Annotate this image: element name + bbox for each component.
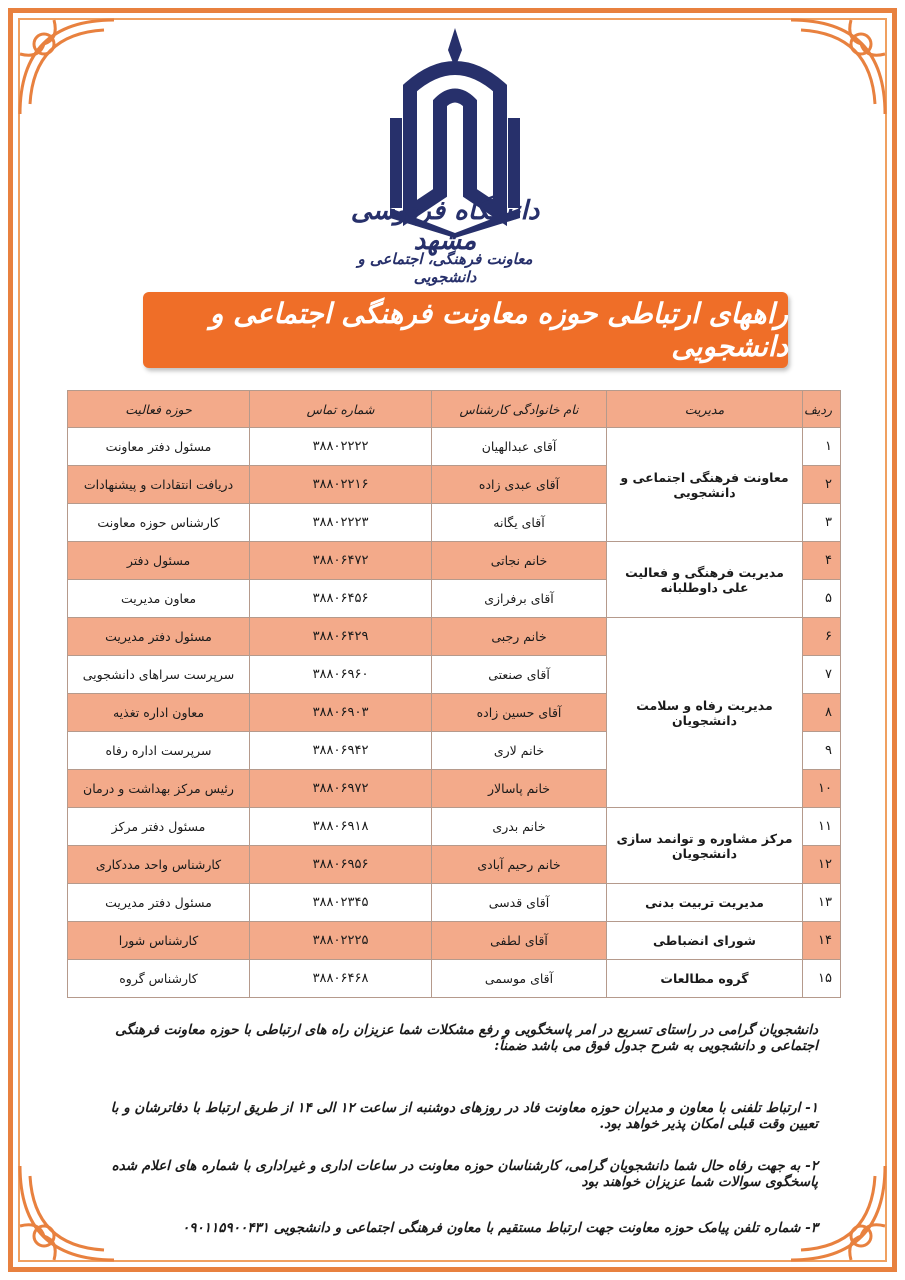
row-number: ۱۵ <box>803 960 841 998</box>
page-title: راههای ارتباطی حوزه معاونت فرهنگی اجتماعی و دانشجویی <box>209 297 788 363</box>
header-expert-name: نام خانوادگی کارشناس <box>432 391 607 428</box>
activity-area: مسئول دفتر معاونت <box>68 428 250 466</box>
contact-table <box>67 390 841 998</box>
row-number: ۱۰ <box>803 770 841 808</box>
row-number: ۲ <box>803 466 841 504</box>
activity-area: سرپرست اداره رفاه <box>68 732 250 770</box>
table-row <box>68 542 841 580</box>
table-row <box>68 428 841 466</box>
expert-name: آقای حسین زاده <box>432 694 607 732</box>
row-number: ۳ <box>803 504 841 542</box>
expert-name: خانم بدری <box>432 808 607 846</box>
activity-area: سرپرست سراهای دانشجویی <box>68 656 250 694</box>
row-number: ۱۱ <box>803 808 841 846</box>
activity-area: کارشناس حوزه معاونت <box>68 504 250 542</box>
department-cell: مدیریت فرهنگی و فعالیت علی داوطلبانه <box>607 542 803 618</box>
phone-number: ۳۸۸۰۲۲۲۳ <box>250 504 432 542</box>
activity-area: مسئول دفتر مدیریت <box>68 884 250 922</box>
phone-number: ۳۸۸۰۶۴۲۹ <box>250 618 432 656</box>
header-phone: شماره تماس <box>250 391 432 428</box>
department-cell: شورای انضباطی <box>607 922 803 960</box>
phone-number: ۳۸۸۰۲۳۴۵ <box>250 884 432 922</box>
note-item-2: ۲- به جهت رفاه حال شما دانشجویان گرامی، کارشناسان حوزه معاونت در ساعات اداری و غیراداری با شماره های اعلام شده پاسخگوی سوالات شما عزیزان خواهند بود <box>111 1158 818 1190</box>
row-number: ۴ <box>803 542 841 580</box>
expert-name: خانم رجبی <box>432 618 607 656</box>
expert-name: آقای عبدالهیان <box>432 428 607 466</box>
row-number: ۱۴ <box>803 922 841 960</box>
note-item-1: ۱- ارتباط تلفنی با معاون و مدیران حوزه معاونت فاد در روزهای دوشنبه از ساعت ۱۲ الی ۱۴ از طریق ارتباط با دفاترشان و با تعیین وقت قبلی امکان پذیر خواهد بود. <box>110 1100 818 1132</box>
phone-number: ۳۸۸۰۶۹۶۰ <box>250 656 432 694</box>
expert-name: خانم لاری <box>432 732 607 770</box>
activity-area: رئیس مرکز بهداشت و درمان <box>68 770 250 808</box>
department-cell: معاونت فرهنگی اجتماعی و دانشجویی <box>607 428 803 542</box>
row-number: ۵ <box>803 580 841 618</box>
table-row <box>68 960 841 998</box>
title-banner <box>143 292 788 368</box>
phone-number: ۳۸۸۰۲۲۲۵ <box>250 922 432 960</box>
activity-area: مسئول دفتر <box>68 542 250 580</box>
expert-name: آقای برفرازی <box>432 580 607 618</box>
note-item-3: ۳- شماره تلفن پیامک حوزه معاونت جهت ارتباط مستقیم با معاون فرهنگی اجتماعی و دانشجویی ۰۹۰۱۱۵۹۰۰۴۳۱ <box>182 1220 818 1236</box>
corner-ornament-top-right <box>781 14 891 124</box>
row-number: ۹ <box>803 732 841 770</box>
university-name: دانشگاه فردوسی مشهد <box>350 196 540 256</box>
phone-number: ۳۸۸۰۲۲۱۶ <box>250 466 432 504</box>
department-cell: مدیریت تربیت بدنی <box>607 884 803 922</box>
header-management: مدیریت <box>607 391 803 428</box>
phone-number: ۳۸۸۰۶۹۴۲ <box>250 732 432 770</box>
expert-name: آقای عبدی زاده <box>432 466 607 504</box>
activity-area: معاون اداره تغذیه <box>68 694 250 732</box>
department-name: معاونت فرهنگی، اجتماعی و دانشجویی <box>357 250 533 286</box>
phone-number: ۳۸۸۰۶۹۰۳ <box>250 694 432 732</box>
row-number: ۷ <box>803 656 841 694</box>
expert-name: خانم پاسالار <box>432 770 607 808</box>
row-number: ۸ <box>803 694 841 732</box>
expert-name: آقای یگانه <box>432 504 607 542</box>
department-cell: مرکز مشاوره و توانمد سازی دانشجویان <box>607 808 803 884</box>
activity-area: کارشناس شورا <box>68 922 250 960</box>
row-number: ۶ <box>803 618 841 656</box>
row-number: ۱۲ <box>803 846 841 884</box>
expert-name: آقای صنعتی <box>432 656 607 694</box>
table-row <box>68 808 841 846</box>
table-header-row <box>68 391 841 428</box>
activity-area: مسئول دفتر مدیریت <box>68 618 250 656</box>
corner-ornament-top-left <box>14 14 124 124</box>
phone-number: ۳۸۸۰۶۴۶۸ <box>250 960 432 998</box>
activity-area: کارشناس گروه <box>68 960 250 998</box>
expert-name: آقای قدسی <box>432 884 607 922</box>
table-row <box>68 922 841 960</box>
table-row <box>68 884 841 922</box>
expert-name: آقای لطفی <box>432 922 607 960</box>
activity-area: مسئول دفتر مرکز <box>68 808 250 846</box>
table-row <box>68 618 841 656</box>
expert-name: خانم نجاتی <box>432 542 607 580</box>
row-number: ۱۳ <box>803 884 841 922</box>
notes-intro: دانشجویان گرامی در راستای تسریع در امر پاسخگویی و رفع مشکلات شما عزیزان راه های ارتباطی با حوزه معاونت فرهنگی اجتماعی و دانشجویی به شرح جدول فوق می باشد ضمناً: <box>115 1022 818 1054</box>
activity-area: دریافت انتقادات و پیشنهادات <box>68 466 250 504</box>
phone-number: ۳۸۸۰۶۹۱۸ <box>250 808 432 846</box>
header-activity-area: حوزه فعالیت <box>68 391 250 428</box>
phone-number: ۳۸۸۰۶۴۷۲ <box>250 542 432 580</box>
activity-area: کارشناس واحد مددکاری <box>68 846 250 884</box>
phone-number: ۳۸۸۰۶۹۵۶ <box>250 846 432 884</box>
phone-number: ۳۸۸۰۶۹۷۲ <box>250 770 432 808</box>
phone-number: ۳۸۸۰۶۴۵۶ <box>250 580 432 618</box>
expert-name: آقای موسمی <box>432 960 607 998</box>
row-number: ۱ <box>803 428 841 466</box>
activity-area: معاون مدیریت <box>68 580 250 618</box>
expert-name: خانم رحیم آبادی <box>432 846 607 884</box>
department-cell: گروه مطالعات <box>607 960 803 998</box>
phone-number: ۳۸۸۰۲۲۲۲ <box>250 428 432 466</box>
department-cell: مدیریت رفاه و سلامت دانشجویان <box>607 618 803 808</box>
header-row-number: ردیف <box>803 391 841 428</box>
